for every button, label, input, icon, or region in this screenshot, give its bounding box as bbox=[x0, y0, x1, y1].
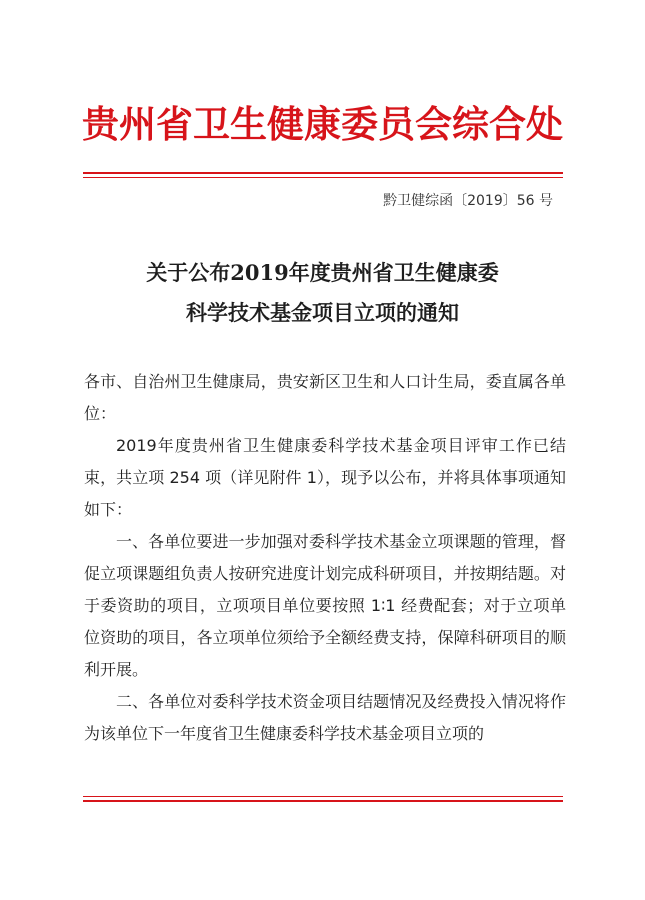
title-line-2: 科学技术基金项目立项的通知 bbox=[186, 300, 459, 325]
document-body bbox=[84, 366, 566, 750]
document-number: 黔卫健综函〔2019〕56 号 bbox=[383, 193, 553, 209]
letterhead-rule-thick bbox=[83, 172, 563, 174]
body-paragraph-1: 2019年度贵州省卫生健康委科学技术基金项目评审工作已结束，共立项 254 项（详见附件 1），现予以公布，并将具体事项通知如下： bbox=[84, 436, 566, 519]
footer-rule-thin bbox=[83, 796, 563, 797]
body-paragraph-2: 一、各单位要进一步加强对委科学技术基金立项课题的管理，督促立项课题组负责人按研究进度计划完成科研项目，并按期结题。对于委资助的项目，立项项目单位要按照 1∶1 经费配套；对于立项单位资助的项目，各立项单位须给予全额经费支持，保障科研项目的顺利开展。 bbox=[84, 532, 566, 679]
letterhead-org-name: 贵州省卫生健康委员会综合处 bbox=[82, 102, 563, 146]
footer-rule-thick bbox=[83, 800, 563, 802]
salutation: 各市、自治州卫生健康局，贵安新区卫生和人口计生局，委直属各单位： bbox=[84, 372, 566, 423]
letterhead-rule-thin bbox=[83, 177, 563, 178]
body-paragraph-3: 二、各单位对委科学技术资金项目结题情况及经费投入情况将作为该单位下一年度省卫生健康委科学技术基金项目立项的 bbox=[84, 692, 566, 743]
title-line-1: 关于公布2019年度贵州省卫生健康委 bbox=[146, 260, 499, 285]
